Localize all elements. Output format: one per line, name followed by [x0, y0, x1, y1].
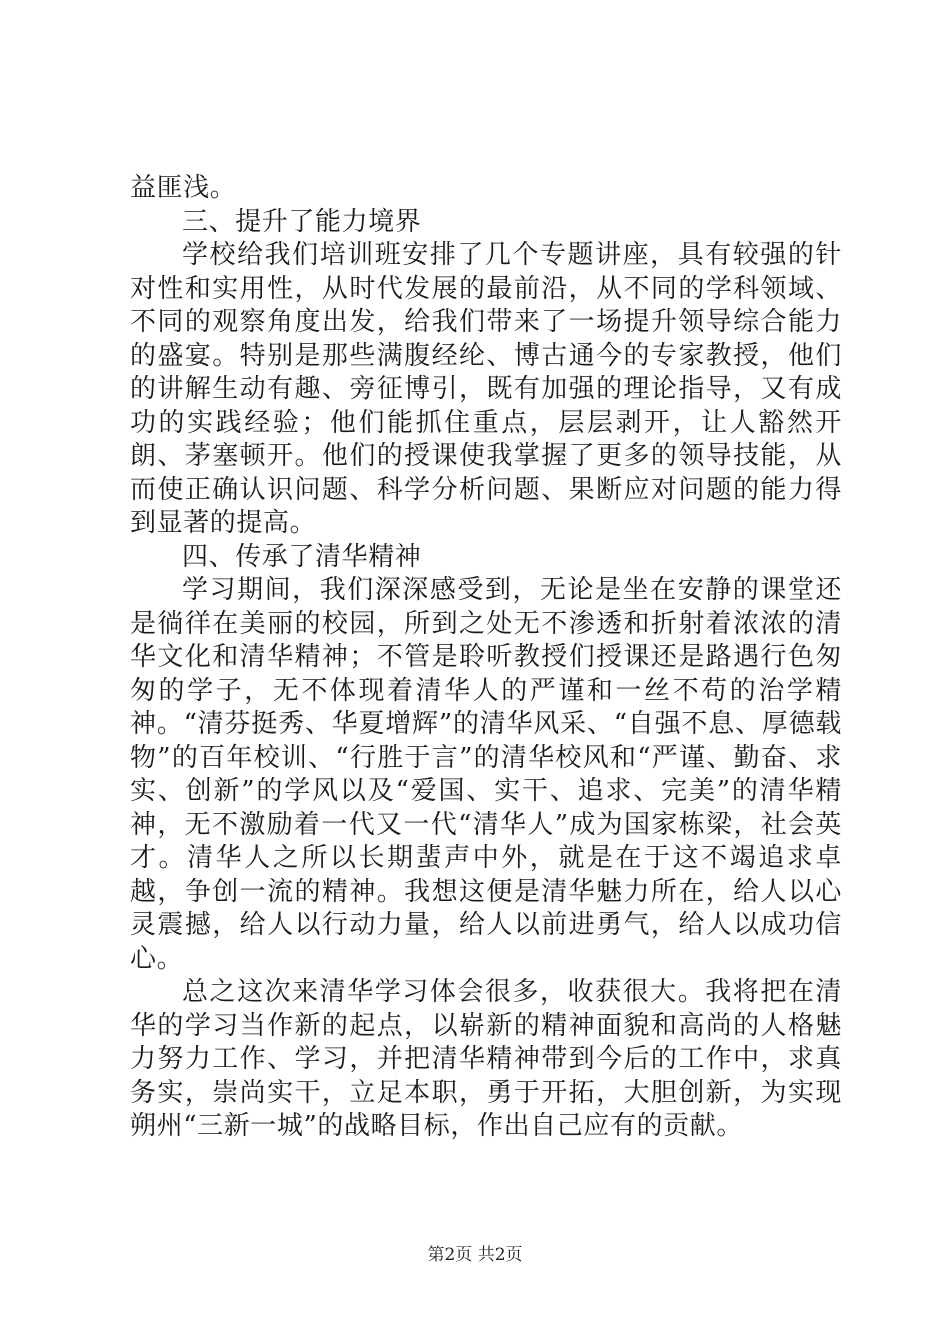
page-number-label: 第2页 共2页 — [427, 1245, 523, 1265]
paragraph-conclusion: 总之这次来清华学习体会很多，收获很大。我将把在清华的学习当作新的起点，以崭新的精神面貌和高尚的人格魅力努力工作、学习，并把清华精神带到今后的工作中，求真务实，崇尚实干，立足本职，勇于开拓，大胆创新，为实现朔州“三新一城”的战略目标，作出自己应有的贡献。 — [130, 977, 842, 1141]
paragraph-tsinghua-spirit: 学习期间，我们深深感受到，无论是坐在安静的课堂还是徜徉在美丽的校园，所到之处无不渗透和折射着浓浓的清华文化和清华精神；不管是聆听教授们授课还是路遇行色匆匆的学子，无不体现着清华人的严谨和一丝不苟的治学精神。“清芬挺秀、华夏增辉”的清华风采、“自强不息、厚德载物”的百年校训、“行胜于言”的清华校风和“严谨、勤奋、求实、创新”的学风以及“爱国、实干、追求、完美”的清华精神，无不激励着一代又一代“清华人”成为国家栋梁，社会英才。清华人之所以长期蜚声中外，就是在于这不竭追求卓越，争创一流的精神。我想这便是清华魅力所在，给人以心灵震撼，给人以行动力量，给人以前进勇气，给人以成功信心。 — [130, 575, 842, 974]
section-heading-3: 三、提升了能力境界 — [182, 206, 422, 237]
section-heading-4: 四、传承了清华精神 — [182, 541, 422, 572]
paragraph-continuation: 益匪浅。 — [130, 173, 237, 203]
document-body — [130, 172, 842, 1144]
paragraph-ability: 学校给我们培训班安排了几个专题讲座，具有较强的针对性和实用性，从时代发展的最前沿，从不同的学科领域、不同的观察角度出发，给我们带来了一场提升领导综合能力的盛宴。特别是那些满腹经纶、博古通今的专家教授，他们的讲解生动有趣、旁征博引，既有加强的理论指导，又有成功的实践经验；他们能抓住重点，层层剥开，让人豁然开朗、茅塞顿开。他们的授课使我掌握了更多的领导技能，从而使正确认识问题、科学分析问题、果断应对问题的能力得到显著的提高。 — [130, 240, 842, 538]
page-footer — [0, 1244, 950, 1266]
